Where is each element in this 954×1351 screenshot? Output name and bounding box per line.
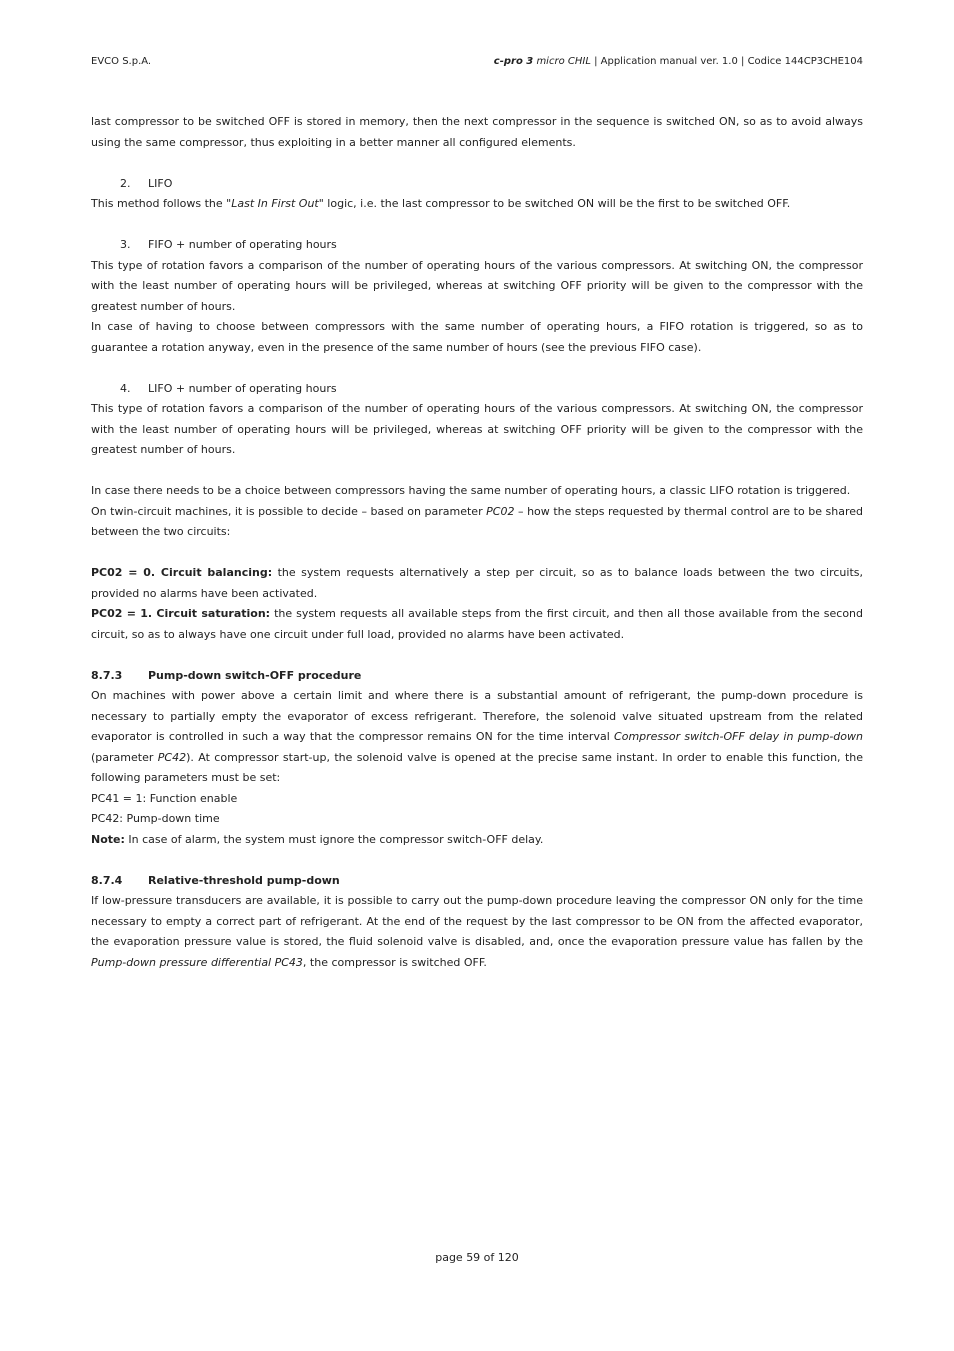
bold-run: PC02 = 0. Circuit balancing: xyxy=(91,566,273,579)
italic-run: Compressor switch-OFF delay in pump-down xyxy=(614,730,863,743)
product-variant: micro CHIL xyxy=(533,56,591,67)
product-name: c-pro 3 xyxy=(493,56,534,67)
list-number: 3. xyxy=(120,238,131,251)
pc41-line: PC41 = 1: Function enable xyxy=(91,791,238,805)
bold-run: Note: xyxy=(91,832,125,846)
list-title: LIFO + number of operating hours xyxy=(148,381,337,395)
manual-info: | Application manual ver. 1.0 | Codice 144CP3CHE104 xyxy=(590,56,863,67)
text-run: the system requests all available steps from the first circuit, and then all those available from the second circuit, so as to always have one circuit under full load, provided no alarms have been activated. xyxy=(91,607,863,641)
italic-run: PC42 xyxy=(157,750,187,764)
fifo-hours-paragraph-2: In case of having to choose between compressors with the same number of operating hours, a FIFO rotation is triggered, so as to guarantee a rotation anyway, even in the presence of the same number of hours (see the previous FIFO case). xyxy=(91,320,863,354)
section-heading-873 xyxy=(91,666,863,687)
document-info xyxy=(494,56,863,67)
bold-run: PC02 = 1. Circuit saturation: xyxy=(91,607,271,620)
text-run: This method follows the xyxy=(91,197,227,210)
lifo-choice-paragraph: In case there needs to be a choice between compressors having the same number of operating hours, a classic LIFO rotation is triggered. xyxy=(91,484,851,497)
lifo-paragraph xyxy=(91,194,863,215)
text-run: If low-pressure transducers are available, it is possible to carry out the pump-down procedure leaving the compressor ON only for the time necessary to empty a correct part of refrigerant. At the end of the request by the last compressor to be ON from the affected evaporator, the evaporation pressure value is stored, the fluid solenoid valve is disabled, and, once the evaporation pressure value has fallen by the xyxy=(91,894,863,948)
list-number: 4. xyxy=(120,381,131,395)
text-run: On twin-circuit machines, it is possible to decide – based on parameter xyxy=(91,504,487,518)
company-name: EVCO S.p.A. xyxy=(91,56,152,67)
list-item-fifo-hours xyxy=(91,235,863,256)
pump-down-paragraph xyxy=(91,686,863,789)
pc42-line: PC42: Pump-down time xyxy=(91,812,220,825)
list-item-lifo xyxy=(91,174,863,195)
fifo-hours-paragraph-1: This type of rotation favors a comparison of the number of operating hours of the various compressors. At switching ON, the compressor with the least number of operating hours will be privileged, whereas at switching OFF priority will be given to the compressor with the greatest number of hours. xyxy=(91,258,863,313)
page-header xyxy=(91,56,863,70)
list-item-lifo-hours xyxy=(91,379,863,400)
relative-threshold-paragraph xyxy=(91,891,863,973)
section-title: Relative-threshold pump-down xyxy=(148,873,340,887)
twin-circuit-paragraph xyxy=(91,502,863,543)
text-run: logic, i.e. the last compressor to be switched ON will be the first to be switched OFF. xyxy=(323,197,791,210)
italic-run: PC02 xyxy=(486,504,515,518)
text-run: ). At compressor start-up, the solenoid valve is opened at the precise same instant. In order to enable this function, the following parameters must be set: xyxy=(91,750,863,784)
italic-run: Pump-down pressure differential PC43 xyxy=(91,955,303,969)
list-title: LIFO xyxy=(148,176,173,190)
text-run: In case of alarm, the system must ignore the compressor switch-OFF delay. xyxy=(124,832,544,846)
section-number: 8.7.3 xyxy=(91,668,123,682)
text-run: the system requests alternatively a step per circuit, so as to balance loads between the two circuits, provided no alarms have been activated. xyxy=(91,566,863,600)
list-title: FIFO + number of operating hours xyxy=(148,238,337,251)
text-run: (parameter xyxy=(91,750,158,764)
text-run: – how the steps requested by thermal control are to be shared between the two circuits: xyxy=(91,504,863,538)
pc02-0-paragraph xyxy=(91,563,863,604)
section-title: Pump-down switch-OFF procedure xyxy=(148,668,362,682)
page-content xyxy=(91,112,863,973)
pc02-1-paragraph xyxy=(91,604,863,645)
intro-paragraph: last compressor to be switched OFF is stored in memory, then the next compressor in the sequence is switched ON, so as to avoid always using the same compressor, thus exploiting in a better manner all configured elements. xyxy=(91,115,863,149)
text-run: , the compressor is switched OFF. xyxy=(302,955,487,969)
section-number: 8.7.4 xyxy=(91,873,123,887)
page-number: page 59 of 120 xyxy=(435,1251,519,1264)
note-paragraph xyxy=(91,830,863,851)
lifo-hours-paragraph: This type of rotation favors a comparison of the number of operating hours of the various compressors. At switching ON, the compressor with the least number of operating hours will be privileged, whereas at switching OFF priority will be given to the compressor with the greatest number of hours. xyxy=(91,402,863,456)
text-run: On machines with power above a certain limit and where there is a substantial amount of refrigerant, the pump-down procedure is necessary to partially empty the evaporator of excess refrigerant. Therefore, the solenoid valve situated upstream from the related evaporator is controlled in such a way that the compressor remains ON for the time interval xyxy=(91,689,863,743)
section-heading-874 xyxy=(91,871,863,892)
italic-run: "Last In First Out" xyxy=(226,197,324,210)
list-number: 2. xyxy=(120,176,131,190)
